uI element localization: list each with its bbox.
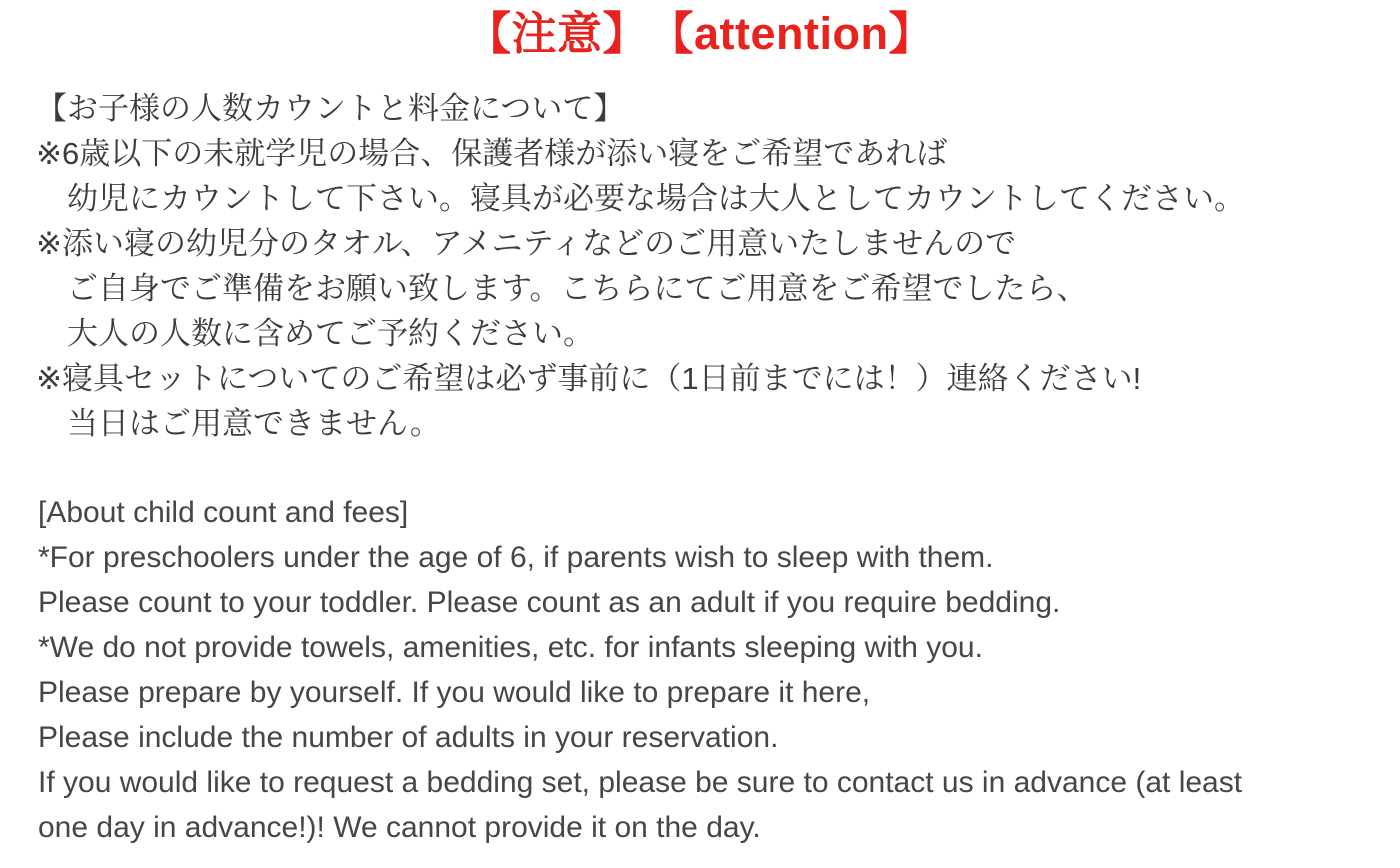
- jp-notice-line: ※添い寝の幼児分のタオル、アメニティなどのご用意いたしませんので: [36, 226, 1017, 261]
- jp-notice-line: ※寝具セットについてのご希望は必ず事前に（1日前までには！）連絡ください!: [36, 361, 1142, 396]
- english-notice-section: [0, 490, 1400, 850]
- en-notice-line: *For preschoolers under the age of 6, if parents wish to sleep with them.: [38, 541, 994, 574]
- jp-notice-line: 大人の人数に含めてご予約ください。: [67, 316, 594, 351]
- en-notice-line: Please include the number of adults in your reservation.: [38, 721, 779, 754]
- en-notice-line: *We do not provide towels, amenities, etc. for infants sleeping with you.: [38, 631, 983, 664]
- jp-notice-line: 幼児にカウントして下さい。寝具が必要な場合は大人としてカウントしてください。: [67, 181, 1245, 216]
- jp-notice-line: ※6歳以下の未就学児の場合、保護者様が添い寝をご希望であれば: [36, 136, 948, 171]
- en-notice-line: Please count to your toddler. Please count as an adult if you require bedding.: [38, 586, 1061, 619]
- notice-title: 【注意】 【attention】: [466, 8, 934, 59]
- en-notice-line: Please prepare by yourself. If you would like to prepare it here,: [38, 676, 871, 709]
- jp-notice-line: 当日はご用意できません。: [67, 406, 441, 441]
- jp-notice-line: ご自身でご準備をお願い致します。こちらにてご用意をご希望でしたら、: [67, 271, 1088, 306]
- en-notice-line: If you would like to request a bedding set, please be sure to contact us in advance (at least: [38, 766, 1243, 799]
- en-notice-line: one day in advance!)! We cannot provide it on the day.: [38, 811, 761, 844]
- jp-notice-heading: 【お子様の人数カウントと料金について】: [36, 91, 625, 126]
- en-notice-heading: [About child count and fees]: [38, 496, 409, 529]
- japanese-notice-section: [0, 86, 1400, 446]
